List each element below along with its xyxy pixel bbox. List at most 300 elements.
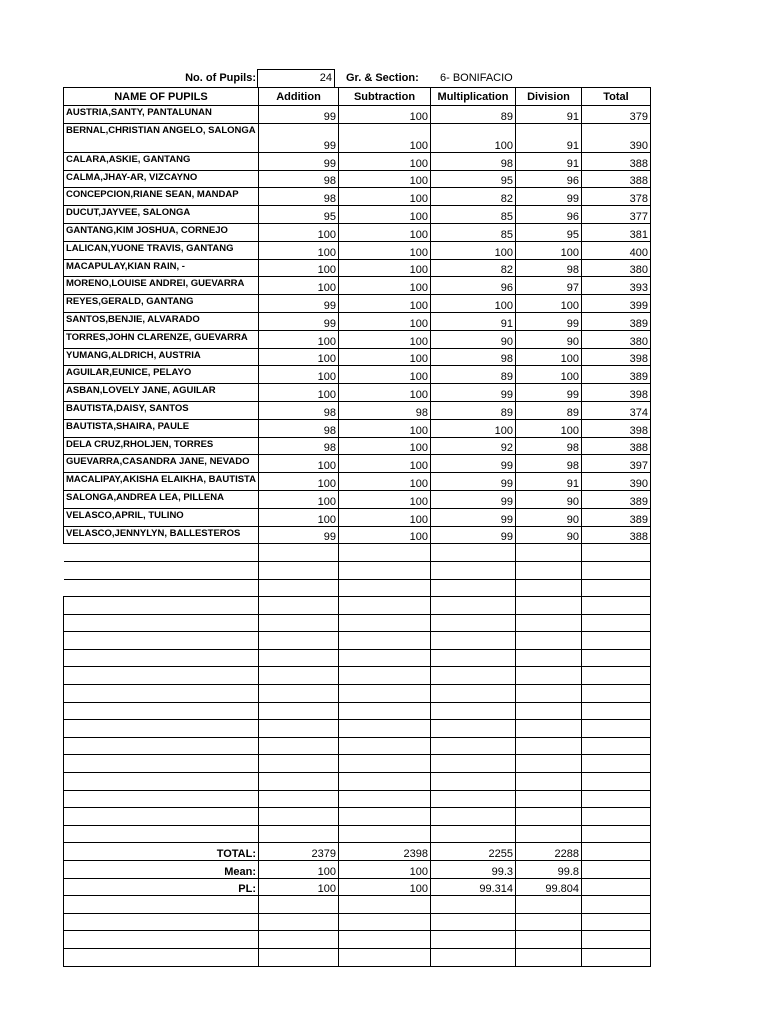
division-cell[interactable]: 96 bbox=[516, 206, 582, 224]
empty-cell[interactable] bbox=[431, 632, 516, 650]
empty-cell[interactable] bbox=[339, 825, 431, 843]
empty-row bbox=[64, 755, 651, 773]
pupil-name-cell[interactable]: BAUTISTA,SHAIRA, PAULE bbox=[64, 419, 259, 437]
empty-cell[interactable] bbox=[516, 614, 582, 632]
addition-cell[interactable]: 100 bbox=[259, 384, 339, 402]
pupil-name-cell[interactable]: AUSTRIA,SANTY, PANTALUNAN bbox=[64, 106, 259, 124]
multiplication-cell[interactable]: 99 bbox=[431, 526, 516, 544]
pupil-name-cell[interactable]: BAUTISTA,DAISY, SANTOS bbox=[64, 401, 259, 419]
empty-row bbox=[64, 790, 651, 808]
summary-division-cell[interactable]: 99.804 bbox=[516, 878, 582, 896]
empty-cell[interactable] bbox=[339, 561, 431, 579]
empty-cell[interactable] bbox=[259, 948, 339, 966]
summary-multiplication-cell[interactable]: 99.3 bbox=[431, 861, 516, 879]
empty-cell[interactable] bbox=[259, 825, 339, 843]
multiplication-cell[interactable]: 91 bbox=[431, 312, 516, 330]
multiplication-cell[interactable]: 96 bbox=[431, 277, 516, 295]
empty-cell[interactable] bbox=[431, 720, 516, 738]
division-cell[interactable]: 98 bbox=[516, 259, 582, 277]
empty-cell[interactable] bbox=[259, 632, 339, 650]
empty-cell[interactable] bbox=[516, 685, 582, 703]
total-cell[interactable]: 378 bbox=[582, 188, 651, 206]
empty-cell[interactable] bbox=[339, 614, 431, 632]
empty-name-cell[interactable] bbox=[64, 896, 259, 914]
multiplication-cell[interactable]: 82 bbox=[431, 188, 516, 206]
pupil-name-cell[interactable]: VELASCO,APRIL, TULINO bbox=[64, 508, 259, 526]
division-cell[interactable]: 100 bbox=[516, 295, 582, 313]
multiplication-cell[interactable]: 85 bbox=[431, 206, 516, 224]
empty-name-cell[interactable] bbox=[64, 808, 259, 826]
subtraction-cell[interactable]: 100 bbox=[339, 455, 431, 473]
empty-cell[interactable] bbox=[431, 702, 516, 720]
empty-cell[interactable] bbox=[582, 544, 651, 562]
subtraction-cell[interactable]: 100 bbox=[339, 123, 431, 152]
empty-cell[interactable] bbox=[259, 755, 339, 773]
total-cell[interactable]: 399 bbox=[582, 295, 651, 313]
subtraction-cell[interactable]: 100 bbox=[339, 170, 431, 188]
total-cell[interactable]: 389 bbox=[582, 508, 651, 526]
addition-cell[interactable]: 100 bbox=[259, 330, 339, 348]
summary-subtraction-cell[interactable]: 100 bbox=[339, 861, 431, 879]
empty-cell[interactable] bbox=[516, 737, 582, 755]
subtraction-cell[interactable]: 100 bbox=[339, 348, 431, 366]
empty-name-cell[interactable] bbox=[64, 913, 259, 931]
multiplication-cell[interactable]: 100 bbox=[431, 123, 516, 152]
addition-cell[interactable]: 100 bbox=[259, 277, 339, 295]
summary-total-cell[interactable] bbox=[582, 878, 651, 896]
addition-cell[interactable]: 100 bbox=[259, 455, 339, 473]
subtraction-cell[interactable]: 100 bbox=[339, 188, 431, 206]
division-cell[interactable]: 99 bbox=[516, 384, 582, 402]
table-row bbox=[64, 384, 651, 402]
subtraction-cell[interactable]: 100 bbox=[339, 437, 431, 455]
total-cell[interactable]: 393 bbox=[582, 277, 651, 295]
empty-cell[interactable] bbox=[431, 649, 516, 667]
division-cell[interactable]: 95 bbox=[516, 223, 582, 241]
addition-cell[interactable]: 100 bbox=[259, 241, 339, 259]
pupil-name-cell[interactable]: SALONGA,ANDREA LEA, PILLENA bbox=[64, 490, 259, 508]
multiplication-cell[interactable]: 90 bbox=[431, 330, 516, 348]
empty-cell[interactable] bbox=[516, 544, 582, 562]
empty-cell[interactable] bbox=[259, 808, 339, 826]
summary-total-cell[interactable] bbox=[582, 843, 651, 861]
pupil-name-cell[interactable]: MORENO,LOUISE ANDREI, GUEVARRA bbox=[64, 277, 259, 295]
empty-cell[interactable] bbox=[516, 913, 582, 931]
summary-multiplication-cell[interactable]: 2255 bbox=[431, 843, 516, 861]
addition-cell[interactable]: 98 bbox=[259, 401, 339, 419]
empty-name-cell[interactable] bbox=[64, 561, 259, 579]
empty-cell[interactable] bbox=[516, 773, 582, 791]
subtraction-cell[interactable]: 100 bbox=[339, 366, 431, 384]
division-cell[interactable]: 98 bbox=[516, 437, 582, 455]
subtraction-cell[interactable]: 100 bbox=[339, 259, 431, 277]
subtraction-cell[interactable]: 100 bbox=[339, 384, 431, 402]
pupil-name-cell[interactable]: BERNAL,CHRISTIAN ANGELO, SALONGA bbox=[64, 123, 259, 152]
empty-cell[interactable] bbox=[582, 579, 651, 597]
empty-name-cell[interactable] bbox=[64, 755, 259, 773]
empty-cell[interactable] bbox=[339, 685, 431, 703]
total-cell[interactable]: 388 bbox=[582, 526, 651, 544]
addition-cell[interactable]: 99 bbox=[259, 152, 339, 170]
addition-cell[interactable]: 99 bbox=[259, 312, 339, 330]
total-cell[interactable]: 389 bbox=[582, 312, 651, 330]
empty-cell[interactable] bbox=[259, 913, 339, 931]
multiplication-cell[interactable]: 98 bbox=[431, 348, 516, 366]
addition-cell[interactable]: 98 bbox=[259, 437, 339, 455]
empty-cell[interactable] bbox=[339, 948, 431, 966]
empty-cell[interactable] bbox=[582, 561, 651, 579]
pupils-count-value[interactable]: 24 bbox=[257, 69, 335, 87]
total-cell[interactable]: 380 bbox=[582, 330, 651, 348]
pupil-name-cell[interactable]: AGUILAR,EUNICE, PELAYO bbox=[64, 366, 259, 384]
total-cell[interactable]: 381 bbox=[582, 223, 651, 241]
empty-cell[interactable] bbox=[259, 561, 339, 579]
empty-name-cell[interactable] bbox=[64, 737, 259, 755]
col-header-multiplication[interactable]: Multiplication bbox=[431, 88, 516, 106]
subtraction-cell[interactable]: 100 bbox=[339, 241, 431, 259]
empty-cell[interactable] bbox=[516, 649, 582, 667]
empty-cell[interactable] bbox=[516, 808, 582, 826]
total-cell[interactable]: 390 bbox=[582, 473, 651, 491]
subtraction-cell[interactable]: 100 bbox=[339, 508, 431, 526]
multiplication-cell[interactable]: 99 bbox=[431, 508, 516, 526]
summary-total-cell[interactable] bbox=[582, 861, 651, 879]
empty-cell[interactable] bbox=[582, 632, 651, 650]
pupil-name-cell[interactable]: SANTOS,BENJIE, ALVARADO bbox=[64, 312, 259, 330]
empty-cell[interactable] bbox=[259, 597, 339, 615]
empty-cell[interactable] bbox=[259, 702, 339, 720]
empty-cell[interactable] bbox=[582, 597, 651, 615]
column-header-row bbox=[64, 88, 651, 106]
grade-section-value[interactable]: 6- BONIFACIO bbox=[440, 72, 513, 84]
subtraction-cell[interactable]: 98 bbox=[339, 401, 431, 419]
total-cell[interactable]: 389 bbox=[582, 490, 651, 508]
summary-addition-cell[interactable]: 2379 bbox=[259, 843, 339, 861]
empty-cell[interactable] bbox=[431, 544, 516, 562]
empty-cell[interactable] bbox=[516, 790, 582, 808]
division-cell[interactable]: 90 bbox=[516, 508, 582, 526]
summary-addition-cell[interactable]: 100 bbox=[259, 861, 339, 879]
empty-cell[interactable] bbox=[339, 790, 431, 808]
pupil-name-cell[interactable]: DUCUT,JAYVEE, SALONGA bbox=[64, 206, 259, 224]
empty-cell[interactable] bbox=[431, 931, 516, 949]
division-cell[interactable]: 100 bbox=[516, 419, 582, 437]
empty-cell[interactable] bbox=[431, 808, 516, 826]
division-cell[interactable]: 91 bbox=[516, 106, 582, 124]
empty-cell[interactable] bbox=[516, 702, 582, 720]
division-cell[interactable]: 91 bbox=[516, 152, 582, 170]
pupil-name-cell[interactable]: CALARA,ASKIE, GANTANG bbox=[64, 152, 259, 170]
empty-name-cell[interactable] bbox=[64, 597, 259, 615]
addition-cell[interactable]: 100 bbox=[259, 490, 339, 508]
empty-name-cell[interactable] bbox=[64, 931, 259, 949]
empty-cell[interactable] bbox=[516, 948, 582, 966]
empty-cell[interactable] bbox=[431, 685, 516, 703]
empty-cell[interactable] bbox=[516, 825, 582, 843]
subtraction-cell[interactable]: 100 bbox=[339, 152, 431, 170]
addition-cell[interactable]: 99 bbox=[259, 123, 339, 152]
empty-cell[interactable] bbox=[582, 737, 651, 755]
empty-name-cell[interactable] bbox=[64, 790, 259, 808]
empty-cell[interactable] bbox=[582, 790, 651, 808]
empty-name-cell[interactable] bbox=[64, 702, 259, 720]
multiplication-cell[interactable]: 100 bbox=[431, 295, 516, 313]
empty-cell[interactable] bbox=[516, 755, 582, 773]
addition-cell[interactable]: 99 bbox=[259, 526, 339, 544]
summary-division-cell[interactable]: 99.8 bbox=[516, 861, 582, 879]
empty-cell[interactable] bbox=[582, 685, 651, 703]
total-cell[interactable]: 397 bbox=[582, 455, 651, 473]
subtraction-cell[interactable]: 100 bbox=[339, 277, 431, 295]
division-cell[interactable]: 90 bbox=[516, 330, 582, 348]
division-cell[interactable]: 99 bbox=[516, 312, 582, 330]
subtraction-cell[interactable]: 100 bbox=[339, 419, 431, 437]
empty-cell[interactable] bbox=[431, 948, 516, 966]
total-cell[interactable]: 398 bbox=[582, 348, 651, 366]
subtraction-cell[interactable]: 100 bbox=[339, 295, 431, 313]
empty-cell[interactable] bbox=[259, 579, 339, 597]
multiplication-cell[interactable]: 99 bbox=[431, 490, 516, 508]
empty-cell[interactable] bbox=[339, 597, 431, 615]
addition-cell[interactable]: 100 bbox=[259, 223, 339, 241]
total-cell[interactable]: 400 bbox=[582, 241, 651, 259]
empty-cell[interactable] bbox=[431, 773, 516, 791]
empty-cell[interactable] bbox=[339, 720, 431, 738]
empty-cell[interactable] bbox=[339, 544, 431, 562]
division-cell[interactable]: 90 bbox=[516, 490, 582, 508]
empty-cell[interactable] bbox=[431, 667, 516, 685]
subtraction-cell[interactable]: 100 bbox=[339, 330, 431, 348]
multiplication-cell[interactable]: 100 bbox=[431, 419, 516, 437]
total-cell[interactable]: 398 bbox=[582, 384, 651, 402]
empty-cell[interactable] bbox=[431, 755, 516, 773]
pupil-name-cell[interactable]: GANTANG,KIM JOSHUA, CORNEJO bbox=[64, 223, 259, 241]
division-cell[interactable]: 100 bbox=[516, 241, 582, 259]
division-cell[interactable]: 89 bbox=[516, 401, 582, 419]
empty-cell[interactable] bbox=[431, 597, 516, 615]
empty-cell[interactable] bbox=[516, 632, 582, 650]
total-cell[interactable]: 388 bbox=[582, 437, 651, 455]
pupil-name-cell[interactable]: TORRES,JOHN CLARENZE, GUEVARRA bbox=[64, 330, 259, 348]
subtraction-cell[interactable]: 100 bbox=[339, 490, 431, 508]
pupil-name-cell[interactable]: ASBAN,LOVELY JANE, AGUILAR bbox=[64, 384, 259, 402]
empty-cell[interactable] bbox=[582, 808, 651, 826]
summary-subtraction-cell[interactable]: 100 bbox=[339, 878, 431, 896]
multiplication-cell[interactable]: 99 bbox=[431, 384, 516, 402]
empty-name-cell[interactable] bbox=[64, 614, 259, 632]
empty-cell[interactable] bbox=[259, 685, 339, 703]
empty-name-cell[interactable] bbox=[64, 649, 259, 667]
empty-cell[interactable] bbox=[582, 913, 651, 931]
empty-cell[interactable] bbox=[516, 579, 582, 597]
empty-cell[interactable] bbox=[259, 773, 339, 791]
division-cell[interactable]: 90 bbox=[516, 526, 582, 544]
multiplication-cell[interactable]: 99 bbox=[431, 473, 516, 491]
empty-cell[interactable] bbox=[259, 614, 339, 632]
pupil-name-cell[interactable]: MACAPULAY,KIAN RAIN, - bbox=[64, 259, 259, 277]
empty-cell[interactable] bbox=[339, 579, 431, 597]
multiplication-cell[interactable]: 95 bbox=[431, 170, 516, 188]
summary-addition-cell[interactable]: 100 bbox=[259, 878, 339, 896]
addition-cell[interactable]: 100 bbox=[259, 366, 339, 384]
multiplication-cell[interactable]: 98 bbox=[431, 152, 516, 170]
subtraction-cell[interactable]: 100 bbox=[339, 223, 431, 241]
pupil-name-cell[interactable]: CALMA,JHAY-AR, VIZCAYNO bbox=[64, 170, 259, 188]
empty-cell[interactable] bbox=[431, 614, 516, 632]
pupil-name-cell[interactable]: LALICAN,YUONE TRAVIS, GANTANG bbox=[64, 241, 259, 259]
col-header-subtraction[interactable]: Subtraction bbox=[339, 88, 431, 106]
empty-cell[interactable] bbox=[339, 931, 431, 949]
empty-name-cell[interactable] bbox=[64, 685, 259, 703]
empty-cell[interactable] bbox=[339, 755, 431, 773]
empty-cell[interactable] bbox=[339, 808, 431, 826]
empty-cell[interactable] bbox=[582, 825, 651, 843]
empty-name-cell[interactable] bbox=[64, 825, 259, 843]
addition-cell[interactable]: 100 bbox=[259, 259, 339, 277]
multiplication-cell[interactable]: 92 bbox=[431, 437, 516, 455]
empty-name-cell[interactable] bbox=[64, 667, 259, 685]
subtraction-cell[interactable]: 100 bbox=[339, 206, 431, 224]
empty-cell[interactable] bbox=[431, 579, 516, 597]
addition-cell[interactable]: 100 bbox=[259, 473, 339, 491]
empty-cell[interactable] bbox=[582, 649, 651, 667]
division-cell[interactable]: 97 bbox=[516, 277, 582, 295]
empty-cell[interactable] bbox=[339, 773, 431, 791]
empty-cell[interactable] bbox=[259, 931, 339, 949]
pupil-name-cell[interactable]: DELA CRUZ,RHOLJEN, TORRES bbox=[64, 437, 259, 455]
empty-name-cell[interactable] bbox=[64, 544, 259, 562]
pupil-name-cell[interactable]: GUEVARRA,CASANDRA JANE, NEVADO bbox=[64, 455, 259, 473]
empty-cell[interactable] bbox=[431, 825, 516, 843]
subtraction-cell[interactable]: 100 bbox=[339, 473, 431, 491]
empty-cell[interactable] bbox=[339, 702, 431, 720]
division-cell[interactable]: 100 bbox=[516, 366, 582, 384]
empty-cell[interactable] bbox=[582, 948, 651, 966]
empty-cell[interactable] bbox=[516, 597, 582, 615]
empty-cell[interactable] bbox=[259, 720, 339, 738]
empty-cell[interactable] bbox=[259, 737, 339, 755]
total-cell[interactable]: 389 bbox=[582, 366, 651, 384]
empty-cell[interactable] bbox=[516, 667, 582, 685]
pupil-name-cell[interactable]: VELASCO,JENNYLYN, BALLESTEROS bbox=[64, 526, 259, 544]
empty-cell[interactable] bbox=[339, 896, 431, 914]
empty-name-cell[interactable] bbox=[64, 720, 259, 738]
col-header-name[interactable]: NAME OF PUPILS bbox=[64, 88, 259, 106]
empty-name-cell[interactable] bbox=[64, 579, 259, 597]
empty-cell[interactable] bbox=[431, 896, 516, 914]
col-header-addition[interactable]: Addition bbox=[259, 88, 339, 106]
total-cell[interactable]: 390 bbox=[582, 123, 651, 152]
total-cell[interactable]: 379 bbox=[582, 106, 651, 124]
empty-cell[interactable] bbox=[516, 896, 582, 914]
empty-name-cell[interactable] bbox=[64, 948, 259, 966]
empty-cell[interactable] bbox=[431, 737, 516, 755]
col-header-total[interactable]: Total bbox=[582, 88, 651, 106]
pupil-name-cell[interactable]: REYES,GERALD, GANTANG bbox=[64, 295, 259, 313]
empty-cell[interactable] bbox=[582, 614, 651, 632]
addition-cell[interactable]: 100 bbox=[259, 348, 339, 366]
addition-cell[interactable]: 95 bbox=[259, 206, 339, 224]
multiplication-cell[interactable]: 100 bbox=[431, 241, 516, 259]
empty-cell[interactable] bbox=[431, 790, 516, 808]
addition-cell[interactable]: 98 bbox=[259, 419, 339, 437]
total-cell[interactable]: 380 bbox=[582, 259, 651, 277]
pupil-name-cell[interactable]: MACALIPAY,AKISHA ELAIKHA, BAUTISTA bbox=[64, 473, 259, 491]
subtraction-cell[interactable]: 100 bbox=[339, 526, 431, 544]
empty-cell[interactable] bbox=[516, 720, 582, 738]
division-cell[interactable]: 100 bbox=[516, 348, 582, 366]
empty-cell[interactable] bbox=[339, 737, 431, 755]
addition-cell[interactable]: 98 bbox=[259, 170, 339, 188]
empty-cell[interactable] bbox=[582, 667, 651, 685]
empty-cell[interactable] bbox=[259, 649, 339, 667]
multiplication-cell[interactable]: 99 bbox=[431, 455, 516, 473]
division-cell[interactable]: 96 bbox=[516, 170, 582, 188]
addition-cell[interactable]: 100 bbox=[259, 508, 339, 526]
addition-cell[interactable]: 99 bbox=[259, 106, 339, 124]
empty-cell[interactable] bbox=[582, 896, 651, 914]
empty-cell[interactable] bbox=[431, 913, 516, 931]
empty-cell[interactable] bbox=[516, 931, 582, 949]
multiplication-cell[interactable]: 85 bbox=[431, 223, 516, 241]
empty-cell[interactable] bbox=[339, 913, 431, 931]
empty-row bbox=[64, 667, 651, 685]
division-cell[interactable]: 91 bbox=[516, 473, 582, 491]
col-header-division[interactable]: Division bbox=[516, 88, 582, 106]
summary-subtraction-cell[interactable]: 2398 bbox=[339, 843, 431, 861]
empty-cell[interactable] bbox=[516, 561, 582, 579]
empty-cell[interactable] bbox=[339, 632, 431, 650]
division-cell[interactable]: 99 bbox=[516, 188, 582, 206]
empty-name-cell[interactable] bbox=[64, 632, 259, 650]
total-cell[interactable]: 374 bbox=[582, 401, 651, 419]
empty-cell[interactable] bbox=[431, 561, 516, 579]
empty-cell[interactable] bbox=[339, 649, 431, 667]
multiplication-cell[interactable]: 82 bbox=[431, 259, 516, 277]
pupil-name-cell[interactable]: YUMANG,ALDRICH, AUSTRIA bbox=[64, 348, 259, 366]
empty-cell[interactable] bbox=[582, 702, 651, 720]
subtraction-cell[interactable]: 100 bbox=[339, 106, 431, 124]
multiplication-cell[interactable]: 89 bbox=[431, 366, 516, 384]
addition-cell[interactable]: 99 bbox=[259, 295, 339, 313]
multiplication-cell[interactable]: 89 bbox=[431, 106, 516, 124]
subtraction-cell[interactable]: 100 bbox=[339, 312, 431, 330]
total-cell[interactable]: 388 bbox=[582, 152, 651, 170]
summary-multiplication-cell[interactable]: 99.314 bbox=[431, 878, 516, 896]
division-cell[interactable]: 91 bbox=[516, 123, 582, 152]
summary-division-cell[interactable]: 2288 bbox=[516, 843, 582, 861]
empty-name-cell[interactable] bbox=[64, 773, 259, 791]
pupil-name-cell[interactable]: CONCEPCION,RIANE SEAN, MANDAP bbox=[64, 188, 259, 206]
multiplication-cell[interactable]: 89 bbox=[431, 401, 516, 419]
empty-cell[interactable] bbox=[582, 720, 651, 738]
empty-cell[interactable] bbox=[582, 773, 651, 791]
total-cell[interactable]: 398 bbox=[582, 419, 651, 437]
total-cell[interactable]: 388 bbox=[582, 170, 651, 188]
empty-cell[interactable] bbox=[582, 755, 651, 773]
total-cell[interactable]: 377 bbox=[582, 206, 651, 224]
empty-cell[interactable] bbox=[259, 667, 339, 685]
empty-cell[interactable] bbox=[259, 790, 339, 808]
empty-cell[interactable] bbox=[339, 667, 431, 685]
empty-cell[interactable] bbox=[259, 544, 339, 562]
division-cell[interactable]: 98 bbox=[516, 455, 582, 473]
empty-row bbox=[64, 597, 651, 615]
empty-cell[interactable] bbox=[259, 896, 339, 914]
empty-cell[interactable] bbox=[582, 931, 651, 949]
addition-cell[interactable]: 98 bbox=[259, 188, 339, 206]
summary-label: Mean: bbox=[64, 861, 259, 879]
